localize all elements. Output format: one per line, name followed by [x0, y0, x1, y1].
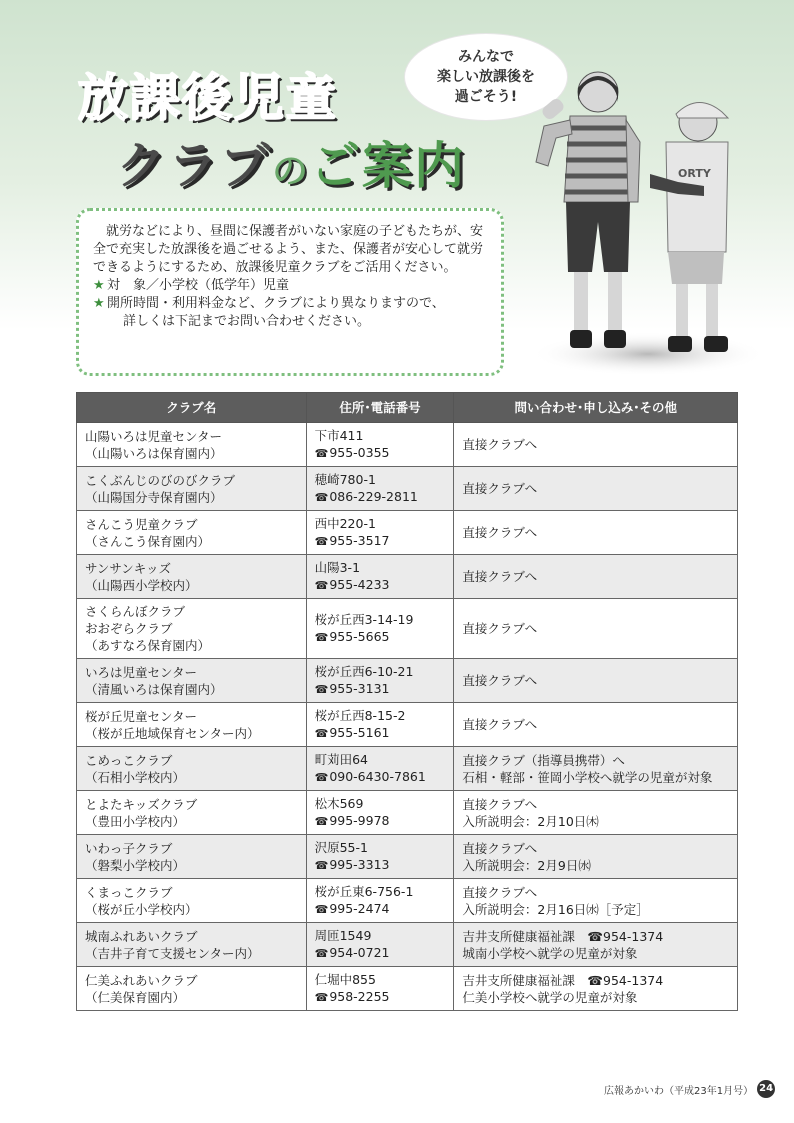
- club-name-line: （仁美保育園内）: [85, 989, 186, 1005]
- contact-line: 直接クラブへ: [462, 796, 538, 812]
- contact-line: 入所説明会：2月10日㈭: [462, 813, 599, 829]
- contact-line: 直接クラブへ: [462, 673, 538, 688]
- bubble-line3: 過ごそう!: [454, 89, 518, 105]
- contact-line: 直接クラブへ: [462, 569, 538, 584]
- footer-publication: 広報あかいわ（平成23年1月号）: [604, 1085, 754, 1097]
- contact-line: 直接クラブへ: [462, 884, 538, 900]
- address-text: 桜が丘西6-10-21: [314, 664, 414, 679]
- contact-line: 直接クラブへ: [462, 717, 538, 732]
- address-cell: [306, 879, 454, 923]
- club-name-line: （磐梨小学校内）: [85, 857, 186, 873]
- address-text: 穂崎780-1: [314, 472, 376, 487]
- club-name-cell: [77, 747, 307, 791]
- address-text: 仁堀中855: [314, 972, 376, 987]
- star-icon: ★: [93, 296, 105, 311]
- phone-number: ☎ 958-2255: [315, 988, 446, 1006]
- contact-cell: [454, 555, 738, 599]
- club-name-line: 山陽いろは児童センター: [85, 428, 223, 444]
- contact-cell: [454, 467, 738, 511]
- children-photo: [528, 62, 768, 382]
- contact-line: 直接クラブへ: [462, 525, 538, 540]
- hours-text-cont: 詳しくは下記までお問い合わせください。: [123, 314, 371, 329]
- club-name-line: おおぞらクラブ: [85, 621, 173, 636]
- bubble-line2: 楽しい放課後を: [437, 69, 535, 85]
- address-text: 町苅田64: [314, 752, 369, 767]
- page-number: 24: [757, 1080, 775, 1098]
- contact-line: 吉井支所健康福祉課 ☎954-1374: [462, 928, 664, 944]
- title-part-no: の: [272, 151, 311, 192]
- table-row: [77, 967, 738, 1011]
- phone-number: ☎ 955-5665: [315, 628, 446, 646]
- address-text: 周匝1549: [314, 928, 372, 943]
- target-text: 対 象／小学校（低学年）児童: [107, 278, 290, 293]
- phone-number: ☎ 086-229-2811: [315, 488, 446, 506]
- contact-cell: [454, 599, 738, 659]
- address-text: 下市411: [314, 428, 364, 443]
- phone-number: ☎ 995-3313: [315, 856, 446, 874]
- table-row: [77, 599, 738, 659]
- club-name-line: いろは児童センター: [85, 664, 198, 680]
- table-row: [77, 791, 738, 835]
- phone-number: ☎ 995-2474: [315, 900, 446, 918]
- club-name-line: （豊田小学校内）: [85, 813, 186, 829]
- star-icon: ★: [93, 278, 105, 293]
- contact-line: 直接クラブへ: [462, 840, 538, 856]
- club-name-cell: [77, 599, 307, 659]
- clubs-table: [76, 392, 738, 1011]
- phone-number: ☎ 955-3517: [315, 532, 446, 550]
- phone-number: ☎ 955-3131: [315, 680, 446, 698]
- target-row: [93, 277, 489, 295]
- address-cell: [306, 599, 454, 659]
- club-name-line: さくらんぼクラブ: [85, 604, 186, 619]
- address-cell: [306, 791, 454, 835]
- club-name-line: （桜が丘地域保育センター内）: [85, 725, 260, 741]
- intro-paragraph: 就労などにより、昼間に保護者がいない家庭の子どもたちが、安全で充実した放課後を過ごせるよう、また、保護者が安心して就労できるようにするため、放課後児童クラブをご活用ください。: [93, 224, 484, 275]
- title-part-club: クラブ: [116, 137, 272, 195]
- club-name-cell: [77, 555, 307, 599]
- club-name-cell: [77, 423, 307, 467]
- contact-cell: [454, 835, 738, 879]
- table-row: [77, 835, 738, 879]
- club-name-line: サンサンキッズ: [85, 560, 172, 576]
- header-address-tel: 住所･電話番号: [306, 393, 454, 423]
- club-name-cell: [77, 703, 307, 747]
- phone-number: ☎ 955-0355: [315, 444, 446, 462]
- contact-line: 石相・軽部・笹岡小学校へ就学の児童が対象: [462, 769, 713, 785]
- club-name-line: （山陽いろは保育園内）: [85, 445, 223, 461]
- club-name-line: （石相小学校内）: [85, 769, 186, 785]
- phone-number: ☎ 954-0721: [315, 944, 446, 962]
- club-name-line: くまっこクラブ: [85, 884, 173, 900]
- address-text: 西中220-1: [314, 516, 376, 531]
- club-name-line: （清風いろは保育園内）: [85, 681, 223, 697]
- club-name-cell: [77, 879, 307, 923]
- title-part-annai: ご案内: [310, 137, 467, 195]
- club-name-line: （吉井子育て支援センター内）: [85, 945, 260, 961]
- contact-cell: [454, 703, 738, 747]
- bubble-line1: みんなで: [458, 49, 514, 65]
- club-name-cell: [77, 659, 307, 703]
- address-cell: [306, 835, 454, 879]
- club-name-line: いわっ子クラブ: [85, 840, 173, 856]
- club-name-line: 桜が丘児童センター: [85, 708, 198, 724]
- table-row: [77, 879, 738, 923]
- contact-line: 城南小学校へ就学の児童が対象: [462, 945, 638, 961]
- club-name-cell: [77, 467, 307, 511]
- table-row: [77, 703, 738, 747]
- club-name-line: （さんこう保育園内）: [85, 533, 211, 549]
- table-row: [77, 467, 738, 511]
- club-name-line: 仁美ふれあいクラブ: [85, 972, 198, 988]
- club-name-cell: [77, 835, 307, 879]
- table-row: [77, 511, 738, 555]
- contact-line: 直接クラブ（指導員携帯）へ: [462, 752, 625, 768]
- address-text: 山陽3-1: [314, 560, 361, 575]
- phone-number: ☎ 955-5161: [315, 724, 446, 742]
- contact-cell: [454, 791, 738, 835]
- contact-line: 直接クラブへ: [462, 481, 538, 496]
- club-name-line: （桜が丘小学校内）: [85, 901, 198, 917]
- address-cell: [306, 511, 454, 555]
- hours-text: 開所時間・利用料金など、クラブにより異なりますので、: [107, 296, 445, 311]
- contact-line: 仁美小学校へ就学の児童が対象: [462, 989, 638, 1005]
- contact-line: 直接クラブへ: [462, 437, 538, 452]
- contact-line: 吉井支所健康福祉課 ☎954-1374: [462, 972, 664, 988]
- intro-box: [76, 208, 504, 376]
- address-text: 桜が丘西8-15-2: [314, 708, 406, 723]
- table-header-row: [77, 393, 738, 423]
- phone-number: ☎ 955-4233: [315, 576, 446, 594]
- contact-line: 入所説明会：2月9日㈬: [462, 857, 591, 873]
- club-name-line: （山陽西小学校内）: [85, 577, 198, 593]
- contact-cell: [454, 747, 738, 791]
- address-cell: [306, 923, 454, 967]
- header-contact: 問い合わせ･申し込み･その他: [454, 393, 738, 423]
- club-name-cell: [77, 511, 307, 555]
- contact-cell: [454, 923, 738, 967]
- address-cell: [306, 747, 454, 791]
- club-name-cell: [77, 967, 307, 1011]
- hours-row: [93, 295, 489, 313]
- contact-cell: [454, 967, 738, 1011]
- club-name-cell: [77, 791, 307, 835]
- phone-number: ☎ 090-6430-7861: [315, 768, 446, 786]
- table-row: [77, 555, 738, 599]
- contact-cell: [454, 511, 738, 555]
- phone-number: ☎ 995-9978: [315, 812, 446, 830]
- address-cell: [306, 423, 454, 467]
- table-row: [77, 423, 738, 467]
- address-text: 桜が丘西3-14-19: [314, 612, 414, 627]
- address-cell: [306, 467, 454, 511]
- address-text: 松木569: [314, 796, 364, 811]
- address-cell: [306, 967, 454, 1011]
- contact-cell: [454, 423, 738, 467]
- footer: [604, 1080, 775, 1098]
- page-title-line2: [116, 126, 466, 198]
- header-club-name: クラブ名: [77, 393, 307, 423]
- club-name-cell: [77, 923, 307, 967]
- address-text: 桜が丘東6-756-1: [314, 884, 414, 899]
- contact-line: 直接クラブへ: [462, 621, 538, 636]
- table-row: [77, 659, 738, 703]
- address-text: 沢原55-1: [314, 840, 368, 855]
- club-name-line: さんこう児童クラブ: [85, 516, 198, 532]
- table-row: [77, 923, 738, 967]
- address-cell: [306, 659, 454, 703]
- address-cell: [306, 703, 454, 747]
- svg-text:ORTY: ORTY: [678, 167, 711, 180]
- page-title-line1: 放課後児童: [78, 69, 338, 127]
- contact-line: 入所説明会：2月16日㈬［予定］: [462, 901, 649, 917]
- contact-cell: [454, 659, 738, 703]
- club-name-line: こめっこクラブ: [85, 752, 173, 768]
- club-name-line: （山陽国分寺保育園内）: [85, 489, 223, 505]
- contact-cell: [454, 879, 738, 923]
- table-row: [77, 747, 738, 791]
- club-name-line: （あすなろ保育園内）: [85, 638, 211, 653]
- club-name-line: とよたキッズクラブ: [85, 796, 198, 812]
- club-name-line: こくぶんじのびのびクラブ: [85, 472, 236, 488]
- address-cell: [306, 555, 454, 599]
- club-name-line: 城南ふれあいクラブ: [85, 928, 198, 944]
